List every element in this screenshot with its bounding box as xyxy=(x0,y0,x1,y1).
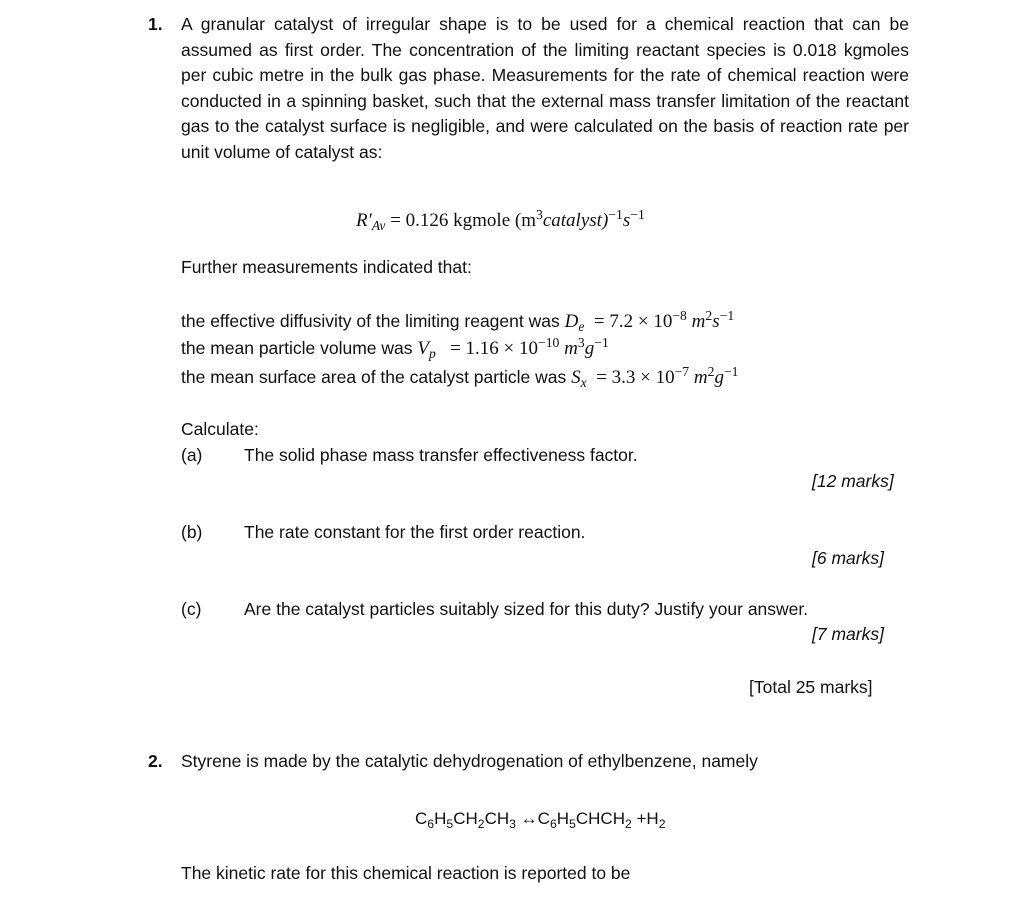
styrene-reaction xyxy=(415,806,666,832)
r-chch: CHCH xyxy=(575,809,625,828)
part-c-text: Are the catalyst particles suitably sized for this duty? Justify your answer. xyxy=(244,599,809,619)
question-1-intro: A granular catalyst of irregular shape is to be used for a chemical reaction that can be assumed as first order. The concentration of the limiting reactant species is 0.018 kgmoles per cubic metre in the bulk gas phase. Measurements for the rate of chemical reaction were conducted in a spinning basket, such that the external mass transfer limitation of the reactant gas to the catalyst surface is negligible, and were calculated on the basis of reaction rate per unit volume of catalyst as: xyxy=(181,14,909,162)
part-c-marks: [7 marks] xyxy=(812,624,884,644)
surface-text: the mean surface area of the catalyst particle was xyxy=(181,367,572,387)
kinetic-rate-text: The kinetic rate for this chemical reaction is reported to be xyxy=(181,863,631,883)
rate-sup2: −1 xyxy=(608,207,623,222)
part-b-label: (b) xyxy=(181,522,203,542)
part-a-marks: [12 marks] xyxy=(812,471,894,491)
part-a-text: The solid phase mass transfer effectiveness factor. xyxy=(244,445,638,465)
diffusivity-value: = 7.2 × 10 xyxy=(584,311,673,332)
volume-line xyxy=(181,336,609,362)
r-s6: 5 xyxy=(569,817,576,831)
diffusivity-text: the effective diffusivity of the limiting reagent was xyxy=(181,311,565,331)
diffusivity-unit2: s xyxy=(712,311,720,332)
further-measurements: Further measurements indicated that: xyxy=(181,257,472,277)
r-h-plus: +H xyxy=(631,809,659,828)
r-h2: H xyxy=(556,809,570,828)
rate-value: = 0.126 kgmole (m xyxy=(385,210,536,231)
diffusivity-symbol: D xyxy=(564,311,579,332)
rate-catalyst: catalyst) xyxy=(542,210,609,231)
diffusivity-sub: e xyxy=(578,319,585,334)
r-s2: 5 xyxy=(446,817,454,831)
part-b-marks: [6 marks] xyxy=(812,548,884,568)
surface-symbol: S xyxy=(571,367,581,388)
volume-exp: −10 xyxy=(538,335,560,350)
r-s7: 2 xyxy=(624,817,632,831)
volume-unit-sup: 3 xyxy=(577,335,585,350)
r-h1: H xyxy=(434,809,447,828)
volume-value: = 1.16 × 10 xyxy=(435,338,539,359)
rate-equation xyxy=(356,208,645,234)
part-b-text: The rate constant for the first order reaction. xyxy=(244,522,586,542)
volume-unit: m xyxy=(559,338,578,359)
part-a-label: (a) xyxy=(181,445,203,465)
equilibrium-arrow-icon: ↔ xyxy=(515,809,538,828)
diffusivity-exp: −8 xyxy=(672,308,687,323)
question-2-number: 2. xyxy=(148,751,163,771)
surface-unit-sup: 2 xyxy=(707,364,715,379)
diffusivity-line xyxy=(181,309,734,335)
surface-unit: m xyxy=(689,367,708,388)
diffusivity-unit-sup: 2 xyxy=(705,308,713,323)
question-2-intro: Styrene is made by the catalytic dehydrogenation of ethylbenzene, namely xyxy=(181,751,758,771)
diffusivity-unit: m xyxy=(686,311,706,332)
rate-s: s xyxy=(622,210,631,231)
r-s3: 2 xyxy=(477,817,485,831)
r-s1: 6 xyxy=(427,817,435,831)
volume-sub: p xyxy=(428,346,436,361)
rate-sup1: 3 xyxy=(536,207,543,222)
volume-text: the mean particle volume was xyxy=(181,338,418,358)
calculate-heading: Calculate: xyxy=(181,419,259,439)
surface-value: = 3.3 × 10 xyxy=(586,367,675,388)
part-c-label: (c) xyxy=(181,599,202,619)
surface-sub: x xyxy=(580,375,587,390)
r-s4: 3 xyxy=(509,817,516,831)
volume-symbol: V xyxy=(417,338,429,359)
r-s5: 6 xyxy=(549,817,557,831)
volume-unit2-sup: −1 xyxy=(594,335,609,350)
total-marks: [Total 25 marks] xyxy=(749,677,873,697)
rate-symbol-sub: Av xyxy=(371,218,386,233)
diffusivity-unit2-sup: −1 xyxy=(719,308,735,323)
r-ch2: CH xyxy=(453,809,478,828)
r-ch3: CH xyxy=(484,809,510,828)
surface-line xyxy=(181,365,739,391)
surface-unit2: g xyxy=(714,367,724,388)
r-s8: 2 xyxy=(658,817,666,831)
volume-unit2: g xyxy=(584,338,595,359)
surface-unit2-sup: −1 xyxy=(723,364,739,379)
r-c2: C xyxy=(537,809,550,828)
surface-exp: −7 xyxy=(674,364,690,379)
rate-symbol: R′ xyxy=(356,210,372,231)
question-1-number: 1. xyxy=(148,14,163,34)
rate-sup3: −1 xyxy=(630,207,645,222)
r-c1: C xyxy=(415,809,428,828)
